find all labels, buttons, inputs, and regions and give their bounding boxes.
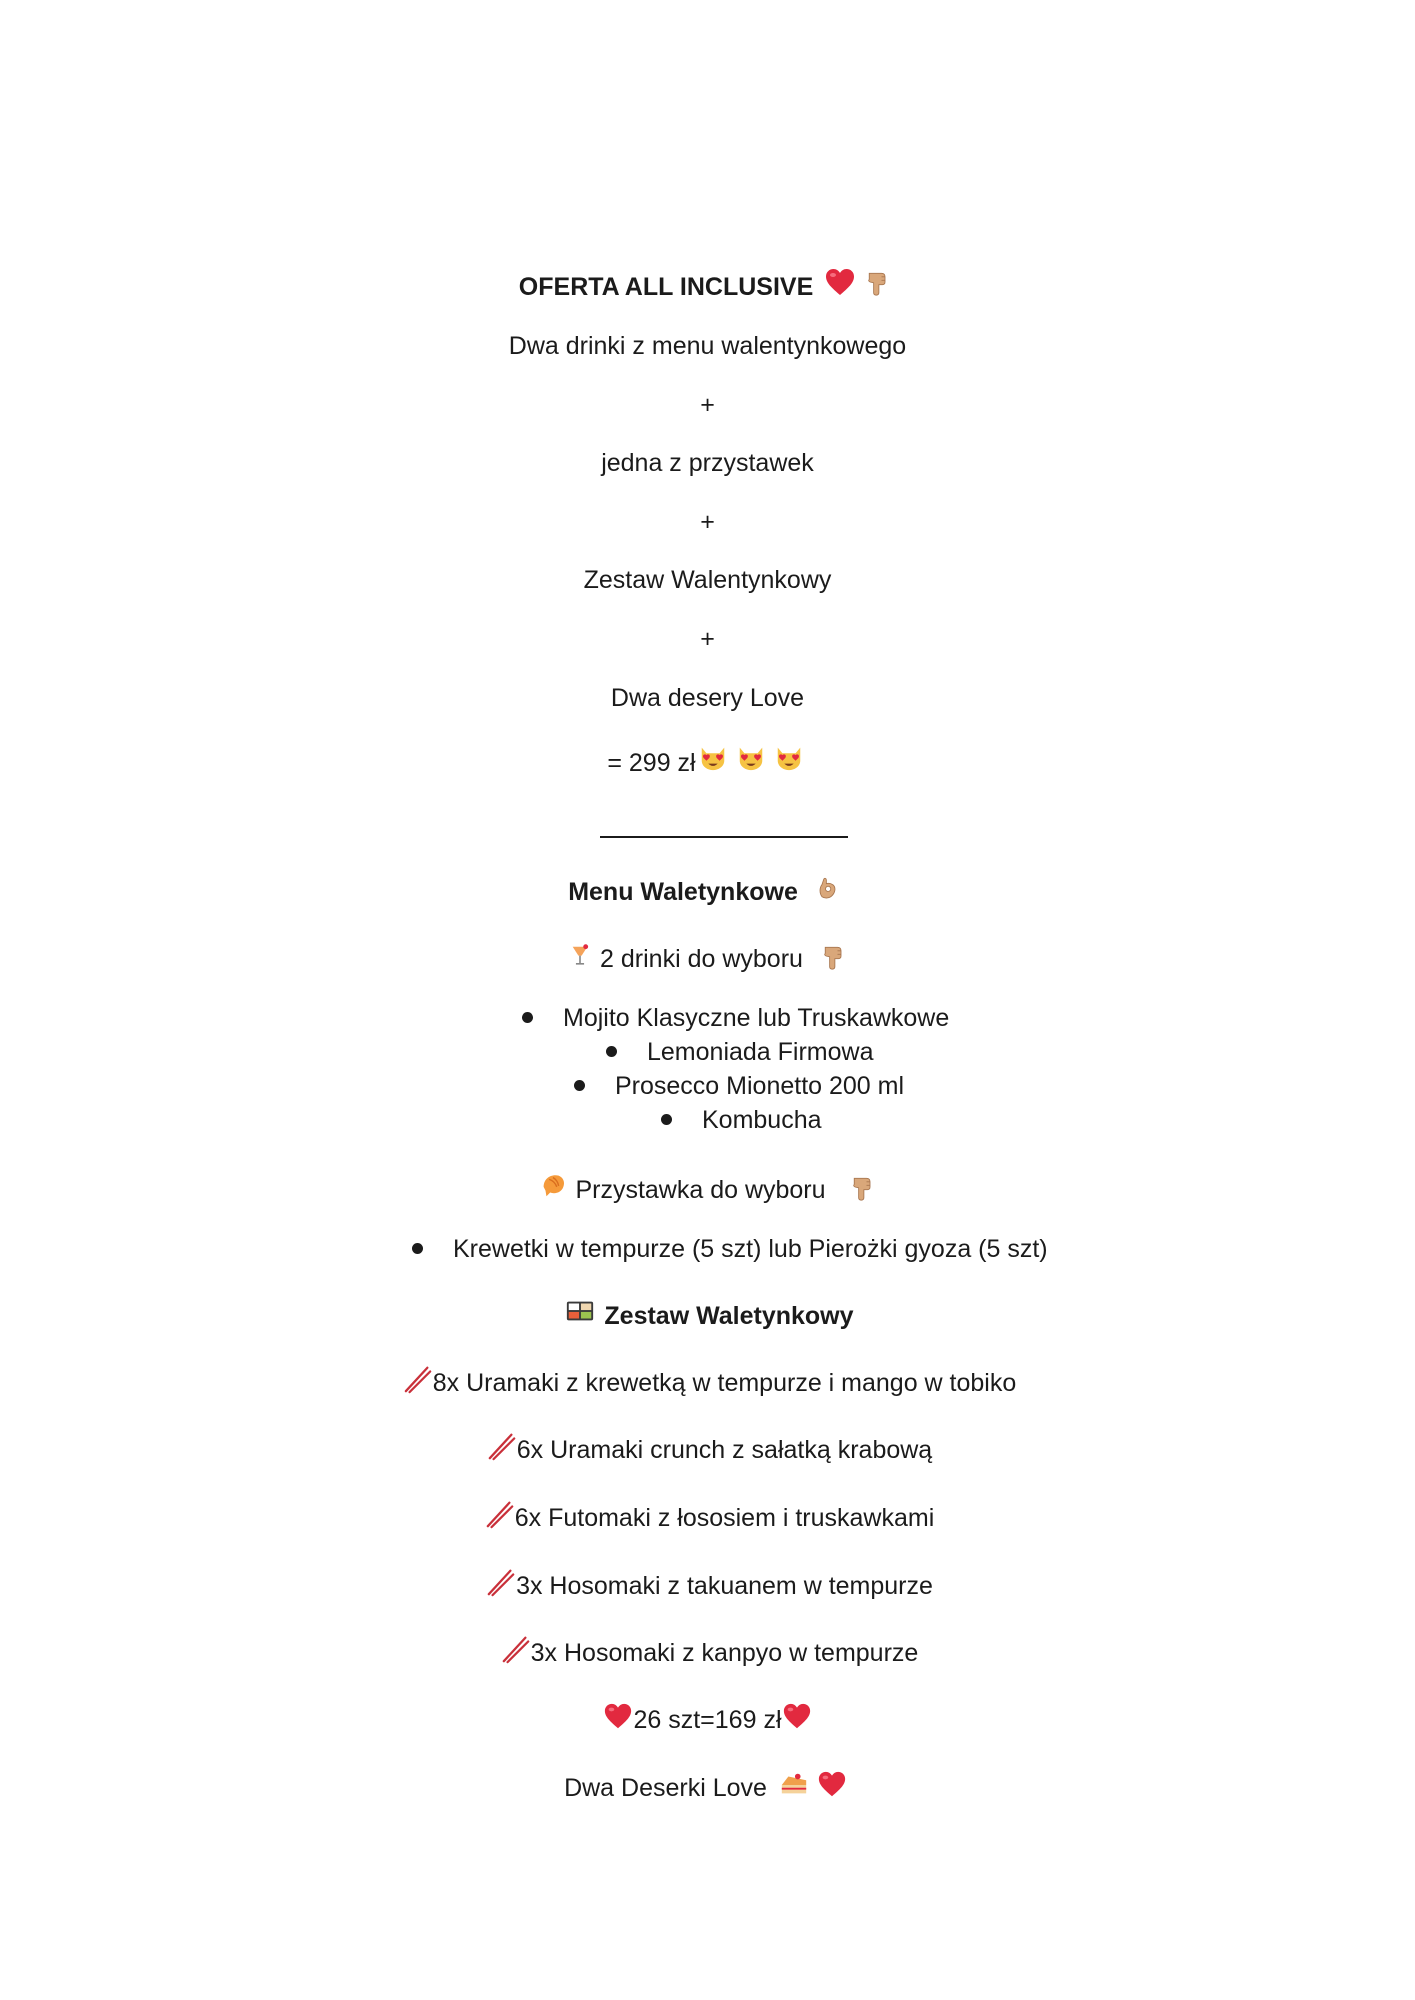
set-heading: Zestaw Waletynkowy (604, 1302, 854, 1330)
pointing-down-icon (864, 268, 892, 296)
offer-line-set: Zestaw Walentynkowy (583, 566, 832, 594)
set-item: 8x Uramaki z krewetką w tempurze i mango w tobiko (432, 1369, 1017, 1397)
offer-price: = 299 zł (607, 749, 696, 777)
drinks-heading: 2 drinki do wyboru (600, 945, 803, 973)
bullet (522, 1012, 533, 1023)
offer-price-row (0, 746, 1415, 780)
starter-heading: Przystawka do wyboru (575, 1176, 826, 1204)
offer-line-desserts: Dwa desery Love (610, 684, 805, 712)
heart-icon (824, 266, 856, 298)
cocktail-icon (567, 939, 593, 969)
pointing-down-icon (820, 942, 848, 970)
chopsticks-icon (487, 1431, 517, 1461)
bullet (574, 1080, 585, 1091)
offer-title-row (0, 270, 1415, 304)
menu-title: Menu Waletynkowe (568, 878, 798, 906)
bullet (606, 1046, 617, 1057)
drink-item: Prosecco Mionetto 200 ml (615, 1072, 905, 1100)
list-item (522, 1001, 949, 1035)
pointing-down-icon (849, 1173, 877, 1201)
starter-heading-row (0, 1173, 1415, 1207)
menu-title-row (0, 875, 1415, 909)
bento-icon (565, 1296, 595, 1326)
shrimp-icon (538, 1170, 568, 1200)
heart-icon (603, 1701, 633, 1731)
ok-hand-icon (815, 874, 843, 902)
chopsticks-icon (485, 1499, 515, 1529)
set-item: 3x Hosomaki z takuanem w tempurze (516, 1572, 933, 1600)
plus-sign: + (700, 625, 715, 653)
set-total-row (0, 1703, 1415, 1737)
list-item (412, 1232, 1048, 1266)
offer-title: OFERTA ALL INCLUSIVE (518, 273, 814, 301)
heart-eyes-cat-icon (774, 742, 804, 772)
drink-item: Lemoniada Firmowa (647, 1038, 874, 1066)
set-item-row (0, 1501, 1415, 1535)
starter-item: Krewetki w tempurze (5 szt) lub Pierożki gyoza (5 szt) (453, 1235, 1048, 1263)
offer-line-starter: jedna z przystawek (601, 449, 814, 477)
heart-icon (782, 1701, 812, 1731)
dessert: Dwa Deserki Love (564, 1774, 767, 1802)
list-item (574, 1069, 904, 1103)
chopsticks-icon (501, 1634, 531, 1664)
dessert-row (0, 1771, 1415, 1805)
cake-icon (779, 1769, 809, 1799)
drink-item: Mojito Klasyczne lub Truskawkowe (563, 1004, 950, 1032)
set-total: 26 szt=169 zł (633, 1706, 782, 1734)
divider (600, 836, 848, 838)
set-item: 6x Uramaki crunch z sałatką krabową (516, 1436, 933, 1464)
heart-eyes-cat-icon (698, 742, 728, 772)
set-item-row (0, 1433, 1415, 1467)
chopsticks-icon (486, 1567, 516, 1597)
set-item-row (0, 1636, 1415, 1670)
offer-line-drinks: Dwa drinki z menu walentynkowego (508, 332, 907, 360)
bullet (412, 1243, 423, 1254)
set-item-row (0, 1366, 1415, 1400)
plus-sign: + (700, 508, 715, 536)
heart-icon (817, 1769, 847, 1799)
drinks-heading-row (0, 942, 1415, 976)
set-heading-row (0, 1299, 1415, 1333)
set-item: 6x Futomaki z łososiem i truskawkami (514, 1504, 935, 1532)
list-item (606, 1035, 874, 1069)
plus-sign: + (700, 391, 715, 419)
drink-item: Kombucha (702, 1106, 822, 1134)
list-item (661, 1103, 822, 1137)
chopsticks-icon (403, 1364, 433, 1394)
heart-eyes-cat-icon (736, 742, 766, 772)
set-item-row (0, 1569, 1415, 1603)
bullet (661, 1114, 672, 1125)
set-item: 3x Hosomaki z kanpyo w tempurze (530, 1639, 919, 1667)
